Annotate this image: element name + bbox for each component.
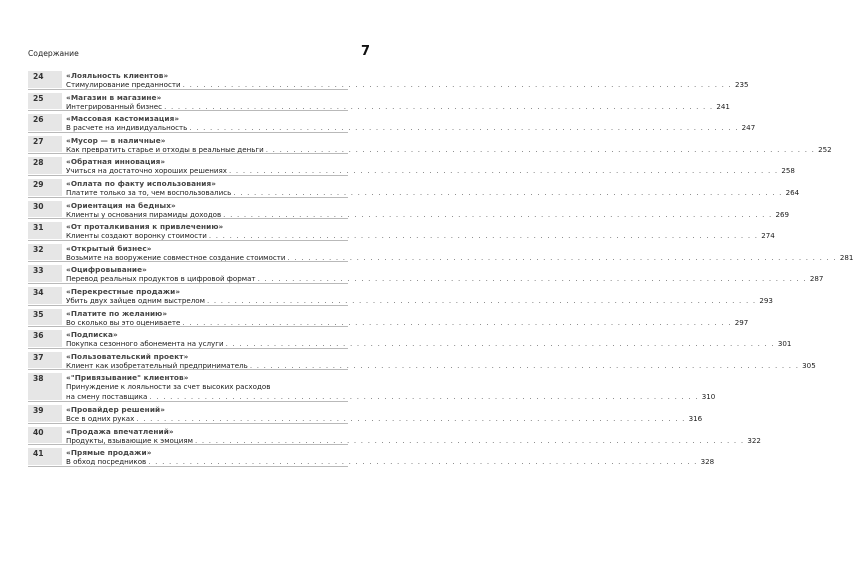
dot-leader: . . . . . . . . . . . . . . . . . . . . . . . . . . . . . . . . . . . . . . . . . . . . . . . . . . . . . . . . . . . . . . . . . . . . . . . . . . . . . . . . xyxy=(194,435,745,445)
chapter-subtitle xyxy=(66,435,761,446)
chapter-number: 27 xyxy=(28,136,62,153)
dot-leader: . . . . . . . . . . . . . . . . . . . . . . . . . . . . . . . . . . . . . . . . . . . . . . . . . . . . . . . . . . . . . . . . . . . . . . . . . . . . . . . . xyxy=(229,166,779,176)
page-reference[interactable]: 281 xyxy=(839,252,853,262)
chapter-subtitle xyxy=(66,80,749,90)
page-reference[interactable]: 305 xyxy=(802,360,816,370)
chapter-subtitle-text: Стимулирование преданности xyxy=(66,80,181,89)
page-header xyxy=(28,42,370,58)
chapter-subtitle xyxy=(66,209,790,220)
chapter-title: «Обратная инновация» xyxy=(66,157,166,167)
page-reference[interactable]: 241 xyxy=(716,101,730,111)
chapter-subtitle xyxy=(66,166,795,176)
table-of-contents xyxy=(28,68,853,467)
chapter-number: 40 xyxy=(28,427,62,444)
chapter-title: «Подписка» xyxy=(66,330,118,340)
page-reference[interactable]: 328 xyxy=(700,457,715,467)
page-reference[interactable]: 274 xyxy=(761,231,775,241)
chapter-number: 33 xyxy=(28,265,62,282)
chapter-number: 24 xyxy=(28,71,62,88)
entry-content xyxy=(66,265,824,284)
entry-content xyxy=(66,114,756,133)
dot-leader: . . . . . . . . . . . . . . . . . . . . . . . . . . . . . . . . . . . . . . . . . . . . . . . . . . . . . . . . . . . . . . . . . . . . . . . . . . . . . . . . xyxy=(225,339,775,349)
chapter-title: «Перекрестные продажи» xyxy=(66,286,181,296)
chapter-subtitle xyxy=(66,144,832,155)
chapter-subtitle-text: Убить двух зайцев одним выстрелом xyxy=(66,295,205,305)
chapter-number: 34 xyxy=(28,287,62,304)
chapter-subtitle xyxy=(66,187,800,198)
page-reference[interactable]: 258 xyxy=(781,166,795,176)
toc-entry[interactable] xyxy=(28,349,816,371)
chapter-title: «Пользовательский проект» xyxy=(66,351,189,361)
chapter-title: «Провайдер решений» xyxy=(66,404,166,414)
toc-entry[interactable] xyxy=(28,176,800,198)
entry-content xyxy=(66,92,730,112)
dot-leader: . . . . . . . . . . . . . . . . . . . . . . . . . . . . . . . . . . . . . . . . . . . . . . . . . . . . . . . . . . . . . . . . . . . . . . . . . . . . . . . . xyxy=(265,144,816,154)
entry-content xyxy=(66,135,832,155)
chapter-subtitle-text: В обход посредников xyxy=(66,457,147,467)
dot-leader: . . . . . . . . . . . . . . . . . . . . . . . . . . . . . . . . . . . . . . . . . . . . . . . . . . . . . . . . . . . . . . . . . . . . . . . . . . . . . . . . xyxy=(182,80,732,89)
toc-entry[interactable] xyxy=(28,370,716,402)
chapter-title: «От проталкивания к привлечению» xyxy=(66,222,224,232)
toc-entry[interactable] xyxy=(28,241,853,263)
page-reference[interactable]: 235 xyxy=(735,80,749,89)
dot-leader: . . . . . . . . . . . . . . . . . . . . . . . . . . . . . . . . . . . . . . . . . . . . . . . . . . . . . . . . . . . . . . . . . . . . . . . . . . . . . . . . xyxy=(148,457,698,467)
entry-content xyxy=(66,157,795,176)
chapter-subtitle-text: Клиент как изобретательный предприниматель xyxy=(66,360,248,370)
toc-entry[interactable] xyxy=(28,198,790,220)
chapter-subtitle-text: Во сколько вы это оцениваете xyxy=(66,317,181,327)
dot-leader: . . . . . . . . . . . . . . . . . . . . . . . . . . . . . . . . . . . . . . . . . . . . . . . . . . . . . . . . . . . . . . . . . . . . . . . . . . . . . . . . xyxy=(287,252,837,262)
toc-entry[interactable] xyxy=(28,327,792,349)
toc-entry[interactable] xyxy=(28,424,761,446)
dot-leader: . . . . . . . . . . . . . . . . . . . . . . . . . . . . . . . . . . . . . . . . . . . . . . . . . . . . . . . . . . . . . . . . . . . . . . . . . . . . . . . . xyxy=(189,123,739,133)
entry-content xyxy=(66,330,792,349)
chapter-title: «Открытый бизнес» xyxy=(66,243,152,253)
entry-content xyxy=(66,200,790,220)
chapter-number: 41 xyxy=(28,448,62,465)
chapter-number: 32 xyxy=(28,244,62,261)
dot-leader: . . . . . . . . . . . . . . . . . . . . . . . . . . . . . . . . . . . . . . . . . . . . . . . . . . . . . . . . . . . . . . . . . . . . . . . . . . . . . . . . xyxy=(257,274,807,284)
dot-leader: . . . . . . . . . . . . . . . . . . . . . . . . . . . . . . . . . . . . . . . . . . . . . . . . . . . . . . . . . . . . . . . . . . . . . . . . . . . . . . . . xyxy=(206,295,757,305)
chapter-subtitle-text: Возьмите на вооружение совместное создание стоимости xyxy=(66,252,286,262)
chapter-subtitle-text: на смену поставщика xyxy=(66,392,148,402)
toc-entry[interactable] xyxy=(28,68,749,90)
toc-entry[interactable] xyxy=(28,219,775,241)
chapter-number: 37 xyxy=(28,352,62,369)
chapter-subtitle xyxy=(66,413,703,424)
chapter-number: 39 xyxy=(28,405,62,422)
chapter-title: «Массовая кастомизация» xyxy=(66,114,180,124)
toc-entry[interactable] xyxy=(28,284,773,306)
chapter-subtitle xyxy=(66,392,716,402)
toc-entry[interactable] xyxy=(28,402,703,424)
page-number: 7 xyxy=(360,44,370,59)
entry-content xyxy=(66,448,715,467)
chapter-number: 36 xyxy=(28,330,62,347)
dot-leader: . . . . . . . . . . . . . . . . . . . . . . . . . . . . . . . . . . . . . . . . . . . . . . . . . . . . . . . . . . . . . . . . . . . . . . . . . . . . . . . . xyxy=(208,231,759,241)
chapter-number: 28 xyxy=(28,157,62,174)
chapter-subtitle xyxy=(66,231,775,241)
dot-leader: . . . . . . . . . . . . . . . . . . . . . . . . . . . . . . . . . . . . . . . . . . . . . . . . . . . . . . . . . . . . . . . . . . . . . . . . . . . . . . . . xyxy=(249,360,800,370)
chapter-title: «Продажа впечатлений» xyxy=(66,426,174,436)
toc-entry[interactable] xyxy=(28,90,730,112)
chapter-subtitle xyxy=(66,274,824,284)
page-reference[interactable]: 297 xyxy=(734,317,749,327)
chapter-title: «Лояльность клиентов» xyxy=(66,71,169,80)
chapter-title: «Магазин в магазине» xyxy=(66,92,162,102)
toc-entry[interactable] xyxy=(28,445,715,467)
chapter-title: «"Привязывание" клиентов» xyxy=(66,373,189,383)
chapter-subtitle-text: Клиенты у основания пирамиды доходов xyxy=(66,209,222,219)
chapter-title: «Платите по желанию» xyxy=(66,308,168,318)
chapter-subtitle xyxy=(66,382,348,392)
entry-content xyxy=(66,426,761,446)
page-reference[interactable]: 247 xyxy=(741,123,756,133)
toc-entry[interactable] xyxy=(28,262,824,284)
page-reference[interactable]: 287 xyxy=(809,274,824,284)
chapter-subtitle xyxy=(66,295,773,306)
dot-leader: . . . . . . . . . . . . . . . . . . . . . . . . . . . . . . . . . . . . . . . . . . . . . . . . . . . . . . . . . . . . . . . . . . . . . . . . . . . . . . . . xyxy=(182,317,732,327)
page-reference[interactable]: 301 xyxy=(777,339,792,349)
chapter-number: 29 xyxy=(28,179,62,196)
chapter-title: «Оцифровывание» xyxy=(66,265,147,275)
chapter-subtitle xyxy=(66,123,756,133)
page-reference[interactable]: 310 xyxy=(701,392,716,402)
chapter-subtitle-text: Учиться на достаточно хороших решениях xyxy=(66,166,227,176)
chapter-subtitle-text: Все в одних руках xyxy=(66,413,135,423)
toc-entry[interactable] xyxy=(28,154,795,176)
chapter-number: 30 xyxy=(28,201,62,218)
chapter-subtitle xyxy=(66,317,749,328)
chapter-title: «Ориентация на бедных» xyxy=(66,200,176,210)
chapter-subtitle xyxy=(66,252,853,263)
entry-content xyxy=(66,286,773,306)
toc-entry[interactable] xyxy=(28,306,749,328)
chapter-subtitle-text: Принуждение к лояльности за счет высоких расходов xyxy=(66,382,271,392)
page-reference[interactable]: 264 xyxy=(785,187,800,197)
page-reference[interactable]: 316 xyxy=(688,413,703,423)
page-reference[interactable]: 322 xyxy=(747,435,761,445)
toc-entry[interactable] xyxy=(28,111,756,133)
chapter-subtitle-text: Платите только за то, чем воспользовались xyxy=(66,187,232,197)
page-reference[interactable]: 293 xyxy=(759,295,773,305)
page-reference[interactable]: 269 xyxy=(775,209,790,219)
chapter-title: «Прямые продажи» xyxy=(66,448,152,458)
chapter-subtitle xyxy=(66,101,730,112)
chapter-title: «Мусор — в наличные» xyxy=(66,135,166,145)
entry-content xyxy=(66,178,800,198)
chapter-subtitle xyxy=(66,360,816,371)
dot-leader: . . . . . . . . . . . . . . . . . . . . . . . . . . . . . . . . . . . . . . . . . . . . . . . . . . . . . . . . . . . . . . . . . . . . . . . . . . . . . . . . xyxy=(223,209,773,219)
chapter-subtitle-text: Покупка сезонного абонемента на услуги xyxy=(66,339,224,349)
chapter-subtitle xyxy=(66,457,715,467)
dot-leader: . . . . . . . . . . . . . . . . . . . . . . . . . . . . . . . . . . . . . . . . . . . . . . . . . . . . . . . . . . . . . . . . . . . . . . . . . . . . . . . . xyxy=(149,392,699,402)
entry-content xyxy=(66,243,853,263)
chapter-subtitle-text: Как превратить старье и отходы в реальные деньги xyxy=(66,144,264,154)
chapter-subtitle-text: В расчете на индивидуальность xyxy=(66,123,188,133)
chapter-subtitle-text: Продукты, взывающие к эмоциям xyxy=(66,435,193,445)
chapter-subtitle-text: Перевод реальных продуктов в цифровой формат xyxy=(66,274,256,284)
chapter-subtitle-text: Клиенты создают воронку стоимости xyxy=(66,231,207,241)
chapter-subtitle-text: Интегрированный бизнес xyxy=(66,101,163,111)
chapter-number: 26 xyxy=(28,114,62,131)
entry-content xyxy=(66,308,749,328)
entry-content xyxy=(66,351,816,371)
dot-leader: . . . . . . . . . . . . . . . . . . . . . . . . . . . . . . . . . . . . . . . . . . . . . . . . . . . . . . . . . . . . . . . . . . . . . . . . . . . . . . . . xyxy=(233,187,783,197)
dot-leader: . . . . . . . . . . . . . . . . . . . . . . . . . . . . . . . . . . . . . . . . . . . . . . . . . . . . . . . . . . . . . . . . . . . . . . . . . . . . . . . . xyxy=(164,101,714,111)
page-reference[interactable]: 252 xyxy=(818,144,832,154)
entry-content xyxy=(66,404,703,424)
entry-content xyxy=(66,71,749,90)
entry-content xyxy=(66,373,716,402)
chapter-number: 35 xyxy=(28,309,62,326)
running-header-title: Содержание xyxy=(28,49,79,58)
entry-content xyxy=(66,222,775,241)
chapter-title: «Оплата по факту использования» xyxy=(66,178,217,188)
toc-entry[interactable] xyxy=(28,133,832,155)
chapter-number: 31 xyxy=(28,222,62,239)
chapter-subtitle xyxy=(66,339,792,349)
chapter-number: 25 xyxy=(28,93,62,110)
chapter-number: 38 xyxy=(28,373,62,400)
dot-leader: . . . . . . . . . . . . . . . . . . . . . . . . . . . . . . . . . . . . . . . . . . . . . . . . . . . . . . . . . . . . . . . . . . . . . . . . . . . . . . . . xyxy=(136,413,686,423)
